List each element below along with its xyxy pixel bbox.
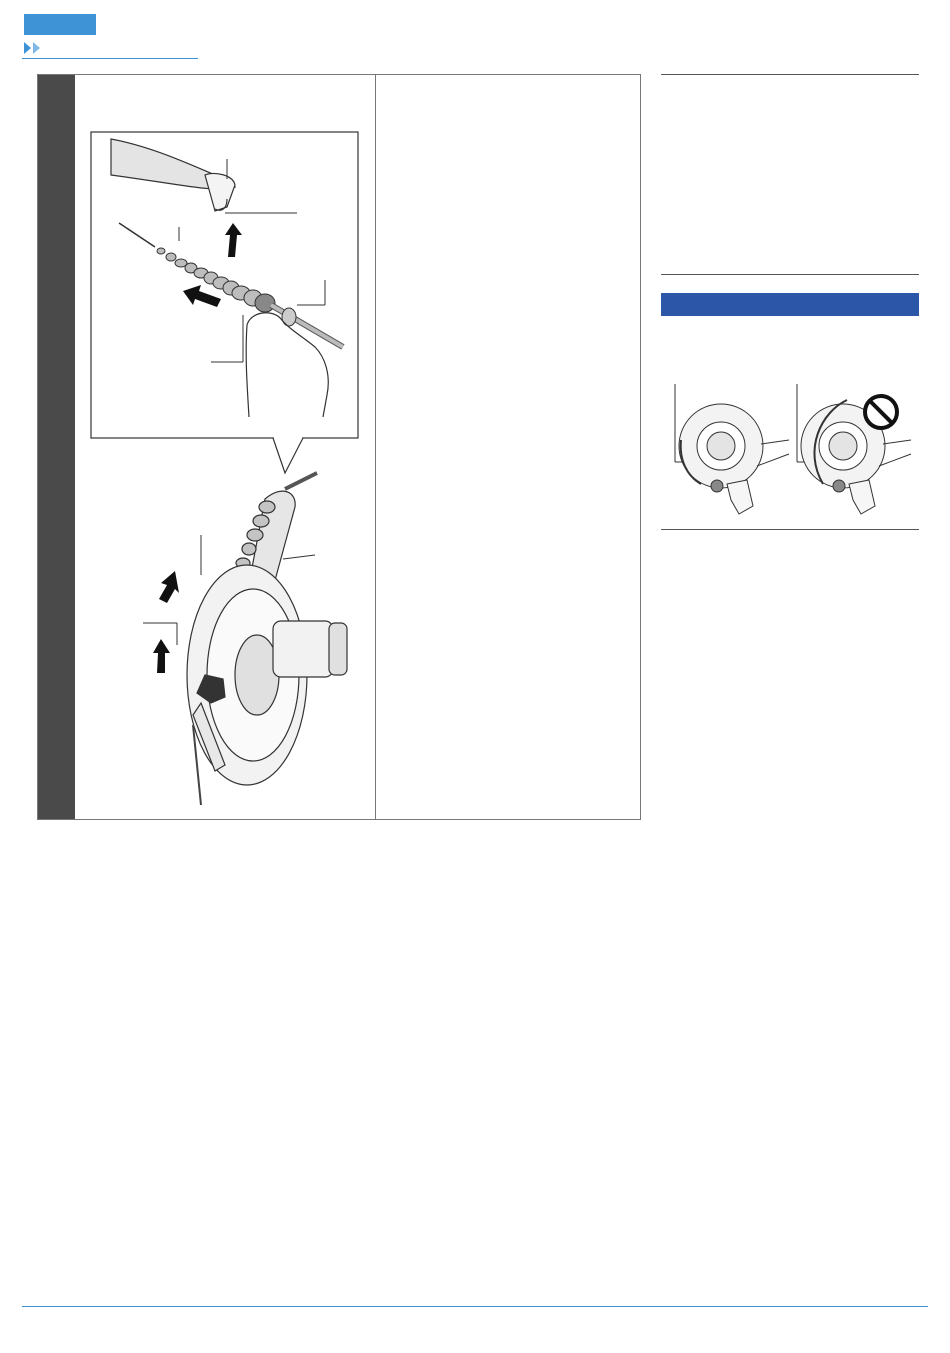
breadcrumb[interactable] <box>22 40 198 59</box>
notice-illustration <box>661 380 919 520</box>
correct-example <box>675 384 789 514</box>
brake-assembly <box>187 473 347 805</box>
header-tab[interactable] <box>24 14 96 35</box>
prohibited-icon <box>865 396 897 428</box>
up-arrow-icon <box>153 571 179 673</box>
footer-rule <box>22 1306 928 1307</box>
column-divider <box>375 75 376 819</box>
notice-bar <box>661 293 919 316</box>
side-panel-bottom-rule <box>661 529 919 530</box>
double-chevron-right-icon <box>22 40 46 56</box>
side-panel-mid-rule <box>661 274 919 275</box>
step-number-bar <box>38 75 75 819</box>
side-panel-top-rule <box>661 74 919 75</box>
main-illustration <box>75 75 373 819</box>
